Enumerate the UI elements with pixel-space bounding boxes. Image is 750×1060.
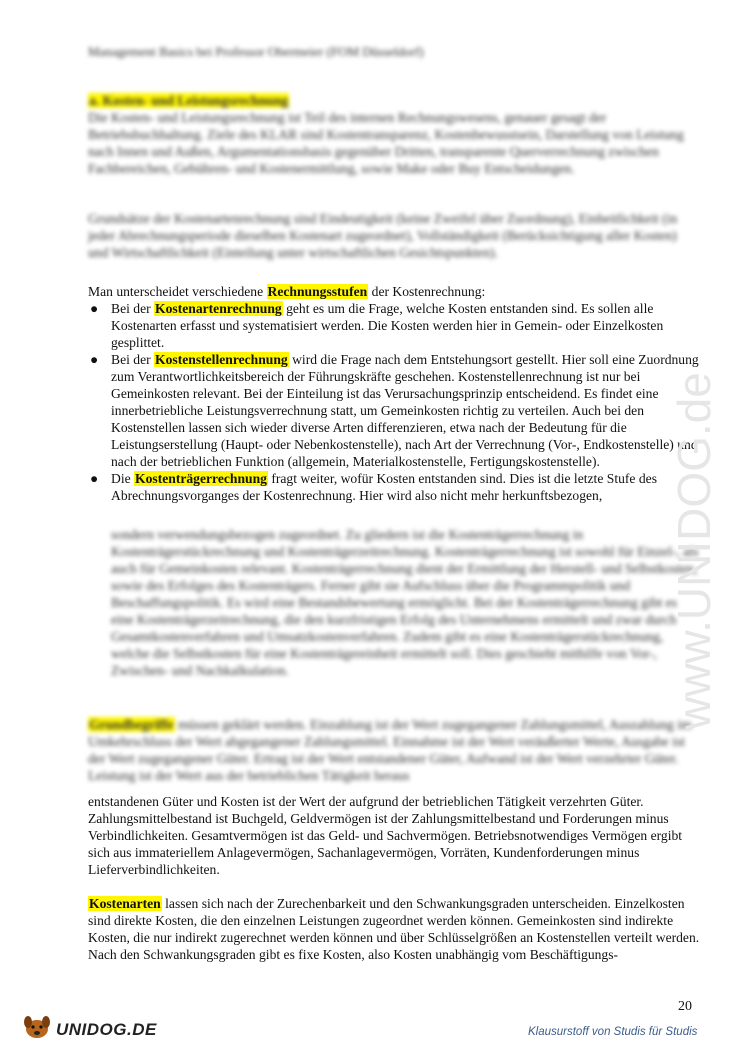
highlight-term: Kostenträgerrechnung: [135, 471, 267, 486]
rechnungsstufen-intro: Man unterscheidet verschiedene Rechnungsstufen der Kostenrechnung:: [88, 284, 486, 299]
page-number: 20: [678, 999, 692, 1014]
highlight-term: Kostenartenrechnung: [155, 301, 282, 316]
highlight-grundbegriffe: Grundbegriffe: [89, 717, 174, 732]
watermark-text: www.UNIDOG.de: [668, 372, 720, 730]
footer-tagline: Klausurstoff von Studis für Studis: [528, 1026, 698, 1038]
section-klr: [88, 92, 698, 177]
bullet-icon: ●: [90, 301, 99, 316]
list-item: ● Bei der Kostenstellenrechnung wird die Frage nach dem Entstehungsort gestellt. Hier soll eine Zuordnung zum Verantwortlichkeitsbereich der Führungskräfte geschehen. Kostenstellenrechnung ist nur bei Gemeinkosten relevant. Bei der Einteilung ist das Verursachungsprinzip entscheidend. Es findet eine innerbetriebliche Leistungsverrechnung statt, um Gemeinkosten richtig zu verteilen. Auch bei den Kostenstellen lassen sich wieder diverse Arten differenzieren, etwa nach der Bedeutung für die Leistungserstellung (Haupt- oder Nebenkostenstelle), nach Art der Verrechnung (Vor-, Endkostenstelle) und nach der betrieblichen Funktion (allgemein, Materialkostenstelle, Fertigungskostenstelle).: [90, 352, 699, 469]
kostenarten-block: Kostenarten lassen sich nach der Zurechenbarkeit und den Schwankungsgraden unterscheiden. Einzelkosten sind direkte Kosten, die den einzelnen Leistungen zugeordnet werden können. Gemeinkosten sind indirekte Kosten, die nur indirekt zugerechnet werden können und über Schlüsselgrößen an Kostenstellen verteilt werden. Nach den Schwankungsgraden gibt es fixe Kosten, also Kosten unabhängig vom Beschäftigungs-: [88, 896, 700, 962]
bullet-icon: ●: [90, 471, 99, 486]
watermark: [660, 250, 740, 750]
section-grundsaetze: [88, 210, 698, 261]
dog-icon: [22, 1014, 52, 1045]
rechnungsstufen-list: [88, 300, 700, 504]
grundbegriffe-text: entstandenen Güter und Kosten ist der Wert der aufgrund der betrieblichen Tätigkeit verzehrten Güter. Zahlungsmittelbestand ist Buchgeld, Geldvermögen ist der Zahlungsmittelbestand und Forderungen minus Verbindlichkeiten. Gesamtvermögen ist das Geld- und Sachvermögen. Betriebsnotwendiges Vermögen ergibt sich aus immateriellem Anlagevermögen, Sachanlagevermögen, Vorräten, Kundenforderungen minus Lieferverbindlichkeiten.: [88, 794, 683, 877]
page-header: Management Basics bei Professor Obermeier (FOM Düsseldorf): [88, 44, 424, 59]
list-item: ● Die Kostenträgerrechnung fragt weiter, wofür Kosten entstanden sind. Dies ist die letzte Stufe des Abrechnungsvorganges der Kostenrechnung. Hier wird also nicht mehr herkunftsbezogen,: [90, 471, 657, 503]
list-item: ● Bei der Kostenartenrechnung geht es um die Frage, welche Kosten entstanden sind. Es sollen alle Kostenarten erfasst und systematisiert werden. Die Kosten werden hier in Gemein- oder Einzelkosten gesplittet.: [90, 301, 664, 350]
section-heading: a. Kosten- und Leistungsrechnung: [89, 93, 289, 108]
section-paragraph-2: Grundsätze der Kostenartenrechnung sind Eindeutigkeit (keine Zweifel über Zuordnung), Einheitlichkeit (in jeder Abrechnungsperiode dieselben Kostenart zugeordnet), Vollständigkeit (Berücksichtigung aller Kosten) und Wirtschaftlichkeit (Einteilung unter wirtschaftlichen Gesichtspunkten).: [88, 211, 678, 260]
logo[interactable]: [22, 1014, 157, 1045]
kostentraeger-continuation: sondern verwendungsbezogen zugeordnet. Zu gliedern ist die Kostenträgerrechnung in Kostenträgerstückrechnung und Kostenträgerzeitrechnung. Kostenträgerrechnung ist sowohl für Einzel-, als auch für Gemeinkosten relevant. Kostenträgerrechnung dient der Ermittlung der Herstell- und Selbstkosten, sowie des Erfolges des Kostenträgers. Ferner gibt sie Aufschluss über die Programmpolitik und Beschaffungspolitik. Es wird eine Bestandsbewertung ermöglicht. Bei der Kostenträgerrechnung gibt es eine Kostenträgerzeitrechnung, die den kurzfristigen Erfolg des Unternehmens ermittelt und zwar durch Gesamtkostenverfahren und Umsatzkostenverfahren. Zudem gibt es eine Kostenträgerstückrechnung, welche die Selbstkosten für eine Kostenträgereinheit ermittelt soll. Dies geschieht mithilfe von Vor-, Zwischen- und Nachkalkulation.: [111, 527, 699, 678]
highlight-rechnungsstufen: Rechnungsstufen: [267, 284, 368, 299]
highlight-term: Kostenstellenrechnung: [155, 352, 288, 367]
rechnungsstufen-block: [88, 283, 700, 504]
bullet-icon: ●: [90, 352, 99, 367]
highlight-kostenarten: Kostenarten: [89, 896, 161, 911]
grundbegriffe-blurred: Grundbegriffe müssen geklärt werden. Einzahlung ist der Wert zugegangener Zahlungsmittel, Auszahlung im Umkehrschluss der Wert abgegangener Zahlungsmittel. Einnahme ist der Wert veräußerter Werte, Ausgabe ist der Wert zugegangener Güter. Ertrag ist der Wert entstandener Güter, Aufwand ist der Wert verzehrter Güter. Leistung ist der Wert aus der betrieblichen Tätigkeit heraus: [88, 717, 692, 783]
section-paragraph-1: Die Kosten- und Leistungsrechnung ist Teil des internen Rechnungswesens, genauer gesagt der Betriebsbuchhaltung. Ziele des KLAR sind Kostentransparenz, Kostenbewusstsein, Darstellung von Leistung nach Innen und Außen, Argumentationsbasis gegenüber Dritten, transparente Querverrechnung zwischen Fachbereichen, Gebühren- und Kostenermittlung, sowie Make oder Buy Entscheidungen.: [88, 110, 684, 176]
logo-text: UNIDOG.DE: [56, 1019, 157, 1039]
